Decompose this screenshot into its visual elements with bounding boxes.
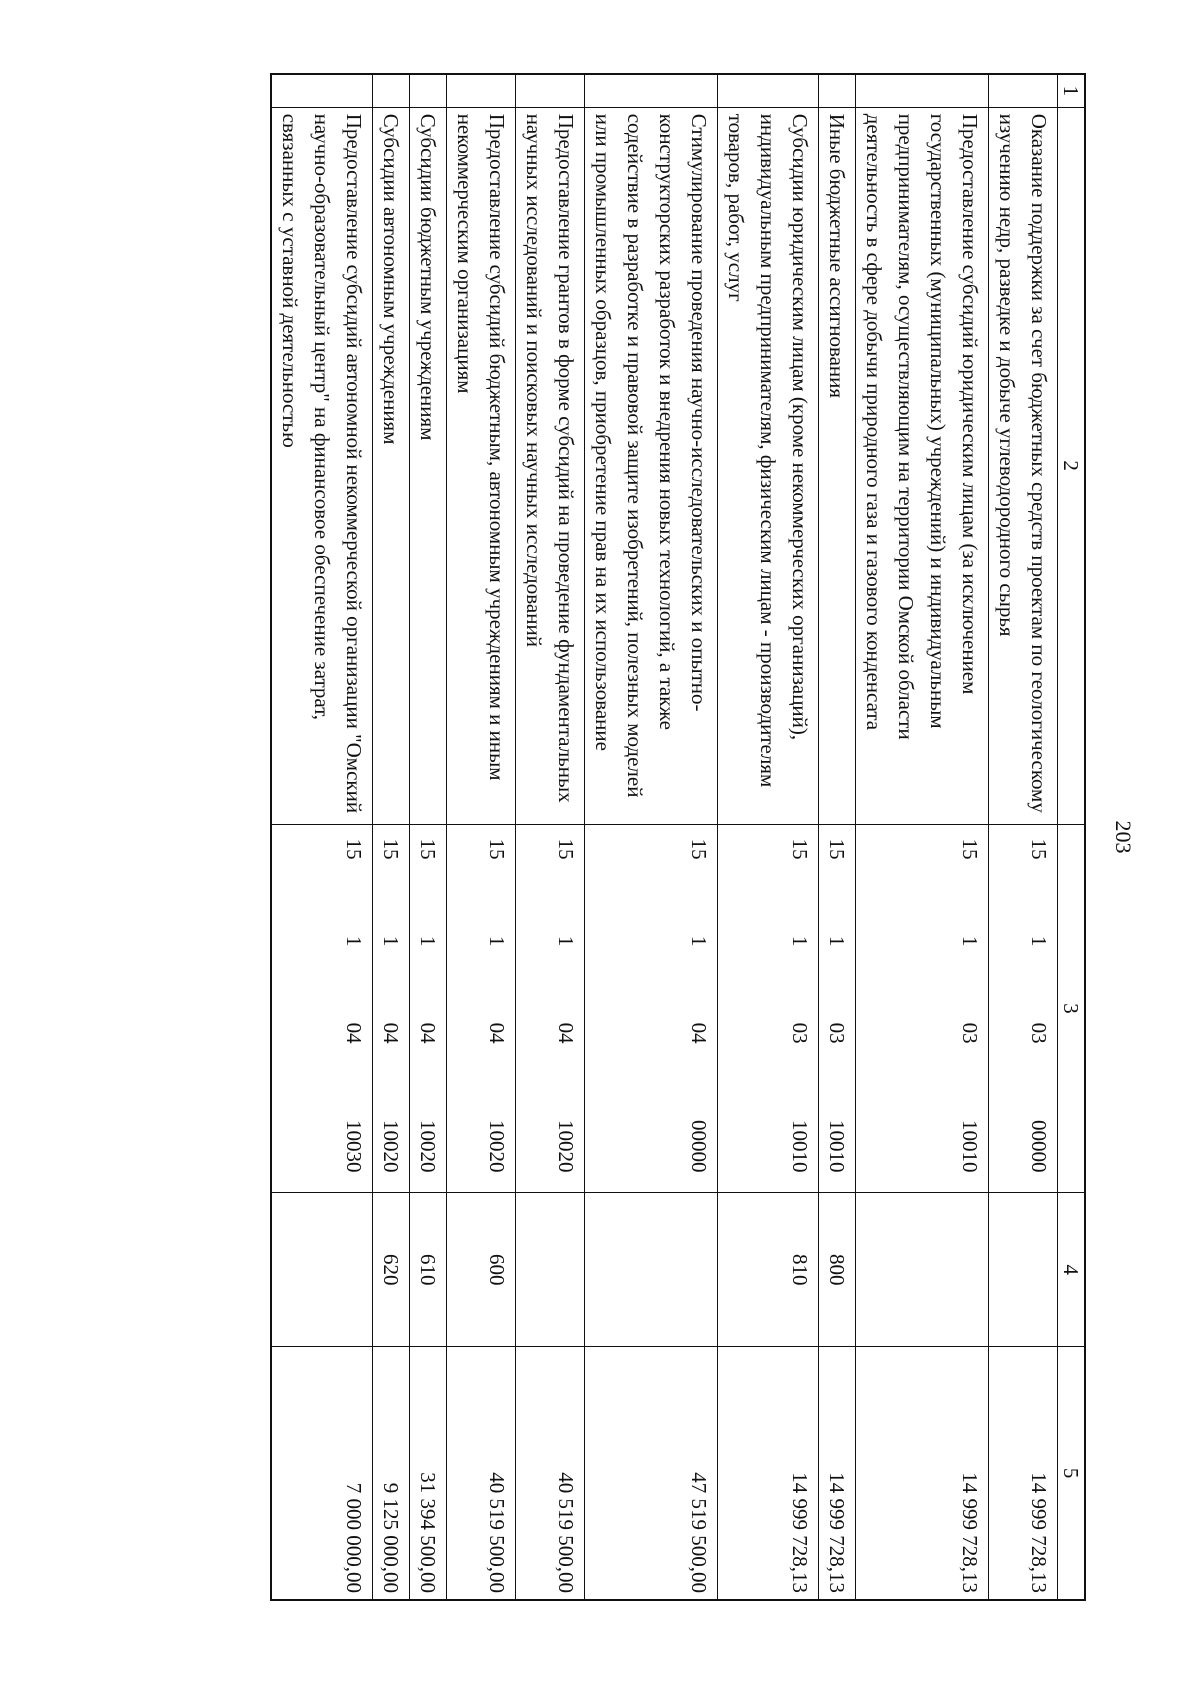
code-part: 10020 [416, 1119, 440, 1173]
amount: 31 394 500,00 [410, 1347, 447, 1600]
amount: 47 519 500,00 [585, 1347, 718, 1600]
code-part: 1 [416, 935, 440, 947]
column-header: 4 [1058, 1193, 1086, 1347]
code-part: 15 [379, 838, 403, 860]
code-part: 15 [958, 838, 982, 860]
code-part: 03 [825, 1022, 849, 1044]
code-part: 04 [342, 1022, 366, 1044]
row-index-cell [447, 74, 516, 107]
row-index-cell [271, 74, 373, 107]
code-part: 10030 [342, 1119, 366, 1173]
expense-name: Предоставление грантов в форме субсидий на проведение фундаментальных научных исследований и поисковых научных исследований [516, 107, 585, 824]
row-index-cell [516, 74, 585, 107]
code-part: 1 [687, 935, 711, 947]
expense-name: Предоставление субсидий юридическим лицам (за исключением государственных (муниципальных) учреждений) и индивидуальным предпринимателям, осуществляющим на территории Омской области деятельность в сфере добычи природного газа и газового конденсата [856, 107, 989, 824]
code-part: 04 [379, 1022, 403, 1044]
amount: 7 000 000,00 [271, 1347, 373, 1600]
code-part: 10020 [379, 1119, 403, 1173]
amount: 9 125 000,00 [373, 1347, 410, 1600]
row-index-cell [819, 74, 856, 107]
row-index-cell [373, 74, 410, 107]
table-row [856, 74, 989, 1600]
code-part: 10010 [788, 1119, 812, 1173]
code-part: 1 [379, 935, 403, 947]
code-part: 15 [485, 838, 509, 860]
amount: 14 999 728,13 [718, 1347, 819, 1600]
target-article-code [819, 824, 856, 1193]
code-part: 1 [825, 935, 849, 947]
expense-name: Иные бюджетные ассигнования [819, 107, 856, 824]
code-part: 03 [1027, 1022, 1051, 1044]
target-article-code [989, 824, 1058, 1193]
expense-group [516, 1193, 585, 1347]
code-part: 1 [342, 935, 366, 947]
budget-table [270, 73, 1086, 1601]
expense-name: Оказание поддержки за счет бюджетных средств проектам по геологическому изучению недр, разведке и добыче углеводородного сырья [989, 107, 1058, 824]
code-part: 15 [554, 838, 578, 860]
expense-name: Субсидии бюджетным учреждениям [410, 107, 447, 824]
rotated-table-area [121, 73, 1136, 1601]
code-part: 10020 [554, 1119, 578, 1173]
amount: 14 999 728,13 [856, 1347, 989, 1600]
target-article-code [718, 824, 819, 1193]
target-article-code [410, 824, 447, 1193]
row-index-cell [410, 74, 447, 107]
code-part: 10010 [958, 1119, 982, 1173]
expense-name: Предоставление субсидий автономной некоммерческой организации "Омский научно-образовательный центр" на финансовое обеспечение затрат, связанных с уставной деятельностью [271, 107, 373, 824]
code-part: 1 [485, 935, 509, 947]
table-row [718, 74, 819, 1600]
code-part: 00000 [1027, 1119, 1051, 1173]
code-part: 04 [485, 1022, 509, 1044]
expense-name: Субсидии юридическим лицам (кроме некоммерческих организаций), индивидуальным предпринимателям, физическим лицам - производителям товаров, работ, услуг [718, 107, 819, 824]
code-part: 10010 [825, 1119, 849, 1173]
target-article-code [373, 824, 410, 1193]
code-part: 1 [788, 935, 812, 947]
expense-group: 810 [718, 1193, 819, 1347]
code-part: 10020 [485, 1119, 509, 1173]
table-row [819, 74, 856, 1600]
expense-group: 620 [373, 1193, 410, 1347]
code-part: 04 [554, 1022, 578, 1044]
row-index-cell [856, 74, 989, 107]
amount: 14 999 728,13 [989, 1347, 1058, 1600]
expense-name: Субсидии автономным учреждениям [373, 107, 410, 824]
code-part: 1 [1027, 935, 1051, 947]
table-row [516, 74, 585, 1600]
code-part: 15 [416, 838, 440, 860]
expense-group [856, 1193, 989, 1347]
expense-group: 800 [819, 1193, 856, 1347]
code-part: 03 [958, 1022, 982, 1044]
table-row [989, 74, 1058, 1600]
row-index-cell [585, 74, 718, 107]
column-header: 3 [1058, 824, 1086, 1193]
target-article-code [856, 824, 989, 1193]
amount: 40 519 500,00 [447, 1347, 516, 1600]
table-row [447, 74, 516, 1600]
table-row [410, 74, 447, 1600]
expense-group [585, 1193, 718, 1347]
code-part: 15 [788, 838, 812, 860]
target-article-code [447, 824, 516, 1193]
target-article-code [516, 824, 585, 1193]
code-part: 1 [958, 935, 982, 947]
expense-group [989, 1193, 1058, 1347]
expense-name: Стимулирование проведения научно-исследовательских и опытно-конструкторских разработок и внедрения новых технологий, а также содействие в разработке и правовой защите изобретений, полезных моделей или промышленных образцов, приобретение прав на их использование [585, 107, 718, 824]
code-part: 15 [342, 838, 366, 860]
column-header: 1 [1058, 74, 1086, 107]
expense-group: 600 [447, 1193, 516, 1347]
code-part: 1 [554, 935, 578, 947]
code-part: 00000 [687, 1119, 711, 1173]
target-article-code [271, 824, 373, 1193]
table-row [271, 74, 373, 1600]
expense-group [271, 1193, 373, 1347]
code-part: 04 [687, 1022, 711, 1044]
expense-group: 610 [410, 1193, 447, 1347]
code-part: 03 [788, 1022, 812, 1044]
table-row [373, 74, 410, 1600]
expense-name: Предоставление субсидий бюджетным, автономным учреждениям и иным некоммерческим организациям [447, 107, 516, 824]
table-header-row [1058, 74, 1086, 1600]
code-part: 15 [1027, 838, 1051, 860]
column-header: 2 [1058, 107, 1086, 824]
target-article-code [585, 824, 718, 1193]
row-index-cell [989, 74, 1058, 107]
table-row [585, 74, 718, 1600]
code-part: 04 [416, 1022, 440, 1044]
column-header: 5 [1058, 1347, 1086, 1600]
code-part: 15 [687, 838, 711, 860]
code-part: 15 [825, 838, 849, 860]
amount: 40 519 500,00 [516, 1347, 585, 1600]
row-index-cell [718, 74, 819, 107]
amount: 14 999 728,13 [819, 1347, 856, 1600]
page-number: 203 [1111, 820, 1136, 854]
